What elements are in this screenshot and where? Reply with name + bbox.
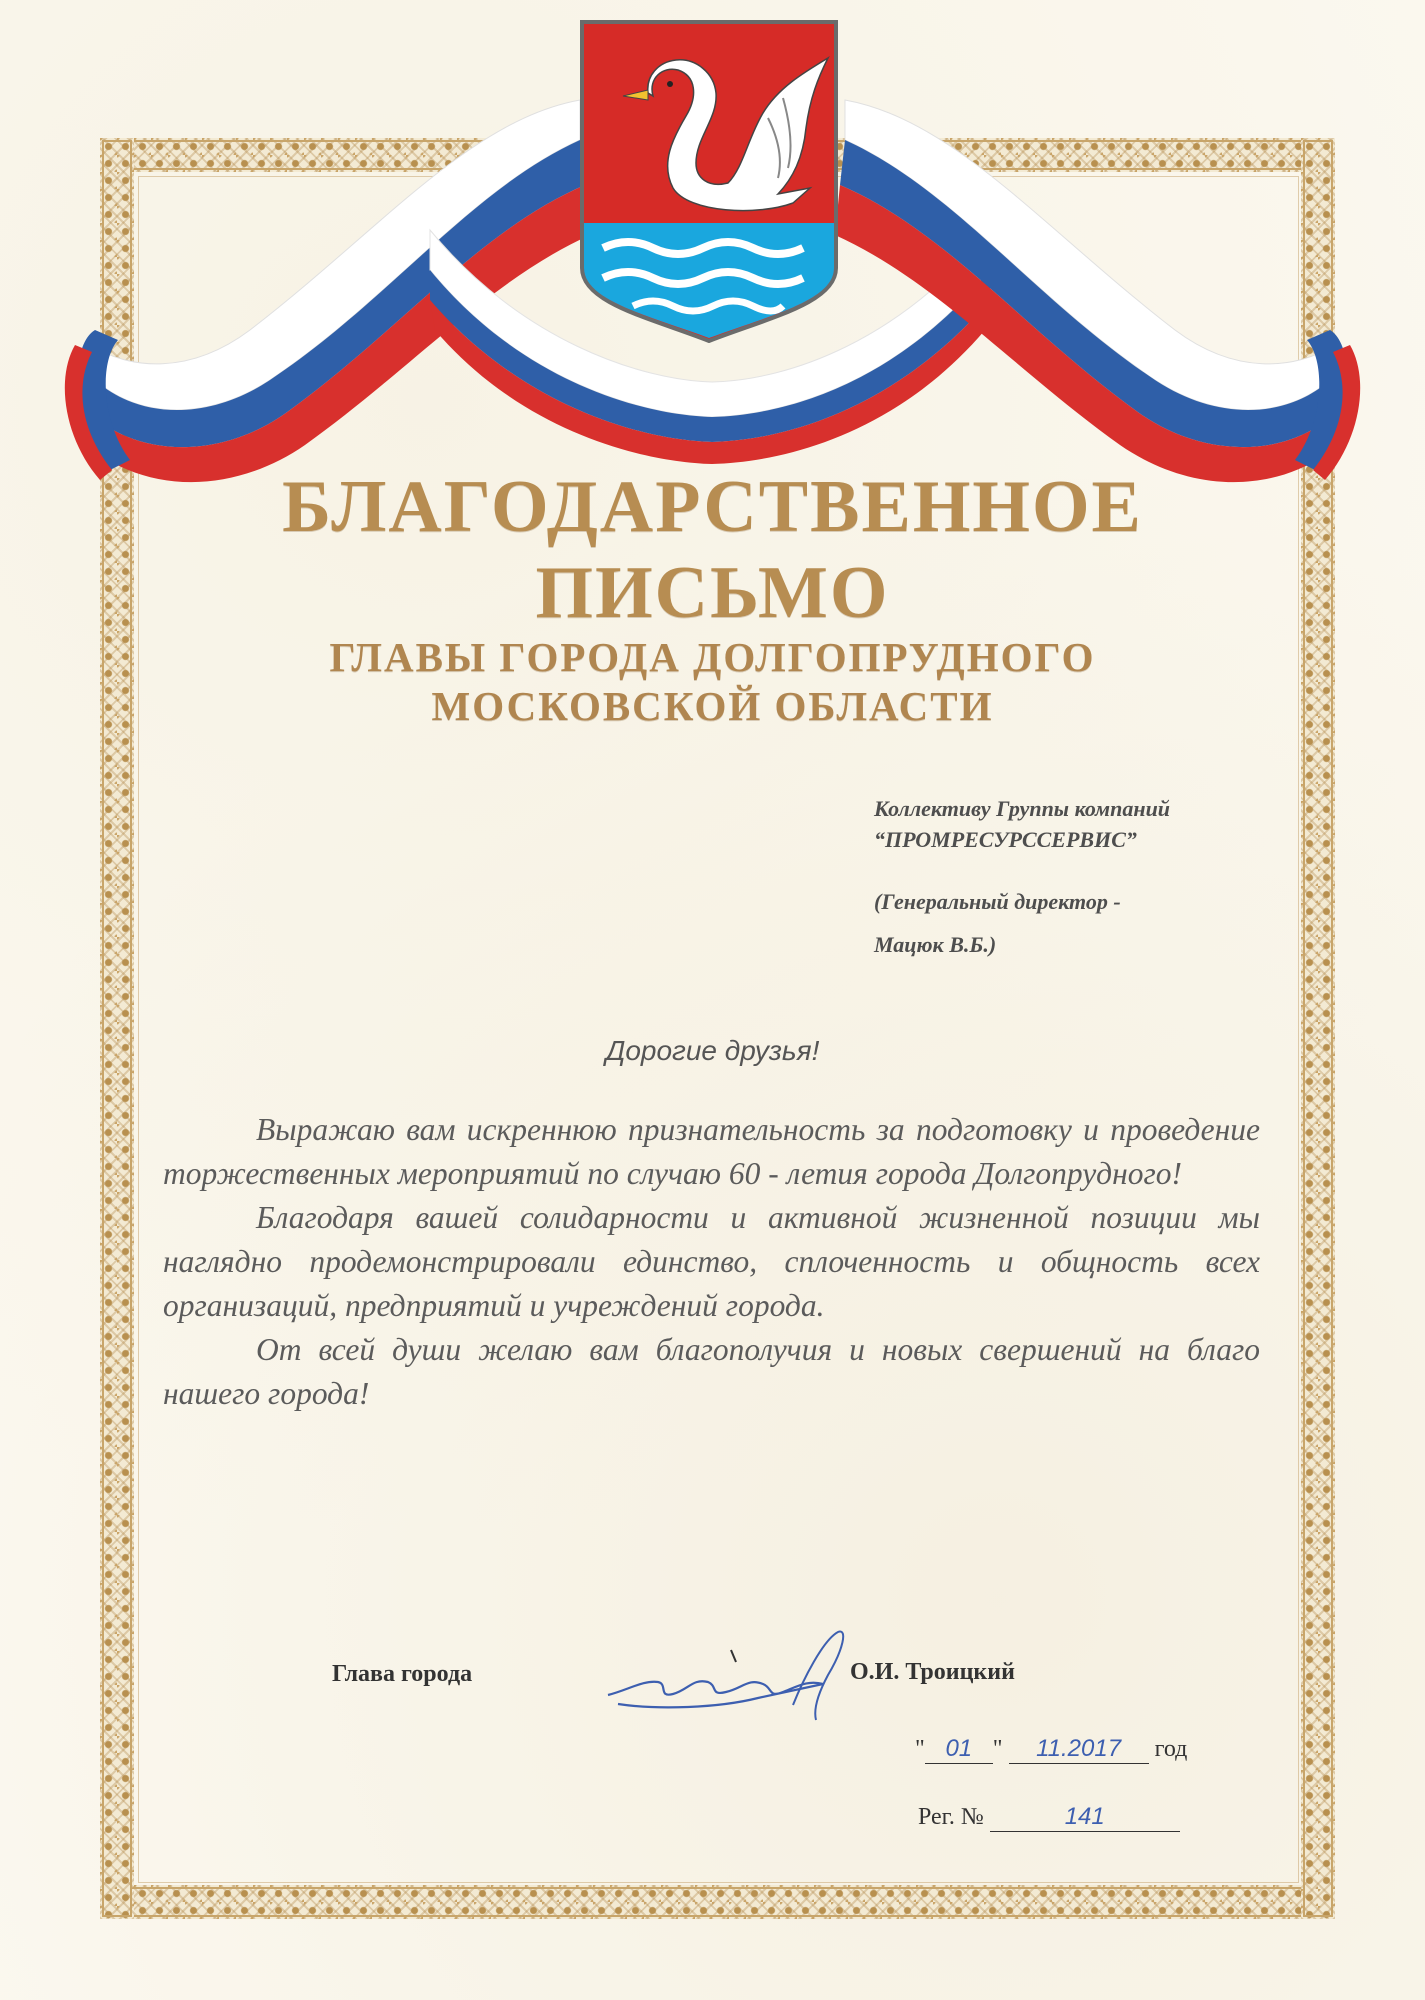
title-line-2: ПИСЬМО	[535, 552, 890, 634]
recipient-line-3: (Генеральный директор -	[874, 889, 1121, 914]
recipient-line-1: Коллективу Группы компаний	[874, 796, 1171, 821]
date-row	[915, 1735, 1187, 1764]
body-paragraph-2: Благодаря вашей солидарности и активной жизненной позиции мы наглядно продемонстрировали единство, сплоченность и общность всех организаций, предприятий и учреждений города.	[163, 1200, 1260, 1323]
subtitle-line-1: ГЛАВЫ ГОРОДА ДОЛГОПРУДНОГО	[329, 634, 1096, 680]
subtitle-line-2: МОСКОВСКОЙ ОБЛАСТИ	[431, 683, 994, 729]
date-quote-close: "	[992, 1736, 1003, 1762]
registration-label: Рег. №	[918, 1804, 984, 1830]
signatory-name: О.И. Троицкий	[850, 1659, 1015, 1685]
title-line-1: БЛАГОДАРСТВЕННОЕ	[282, 466, 1143, 548]
registration-row	[918, 1803, 1180, 1832]
recipient-line-4: Мацюк В.Б.)	[874, 932, 997, 957]
date-quote-open: "	[915, 1736, 925, 1762]
handwritten-signature	[598, 1620, 868, 1725]
date-suffix: год	[1154, 1736, 1188, 1762]
ornamental-border-bottom	[100, 1885, 1335, 1919]
date-month-year: 11.2017	[1009, 1735, 1149, 1764]
swan-coat-of-arms-icon	[578, 18, 840, 343]
greeting: Дорогие друзья!	[605, 1035, 820, 1066]
body-paragraph-3: От всей души желаю вам благополучия и новых свершений на благо нашего города!	[163, 1332, 1260, 1411]
registration-number: 141	[990, 1803, 1180, 1832]
signatory-position: Глава города	[332, 1661, 473, 1687]
body-paragraph-1: Выражаю вам искреннюю признательность за подготовку и проведение торжественных мероприятий по случаю 60 - летия города Долгопрудного!	[163, 1112, 1260, 1191]
letter-body	[163, 1108, 1260, 1416]
date-day: 01	[925, 1735, 993, 1764]
recipient-line-2: “ПРОМРЕСУРССЕРВИС”	[874, 827, 1137, 852]
